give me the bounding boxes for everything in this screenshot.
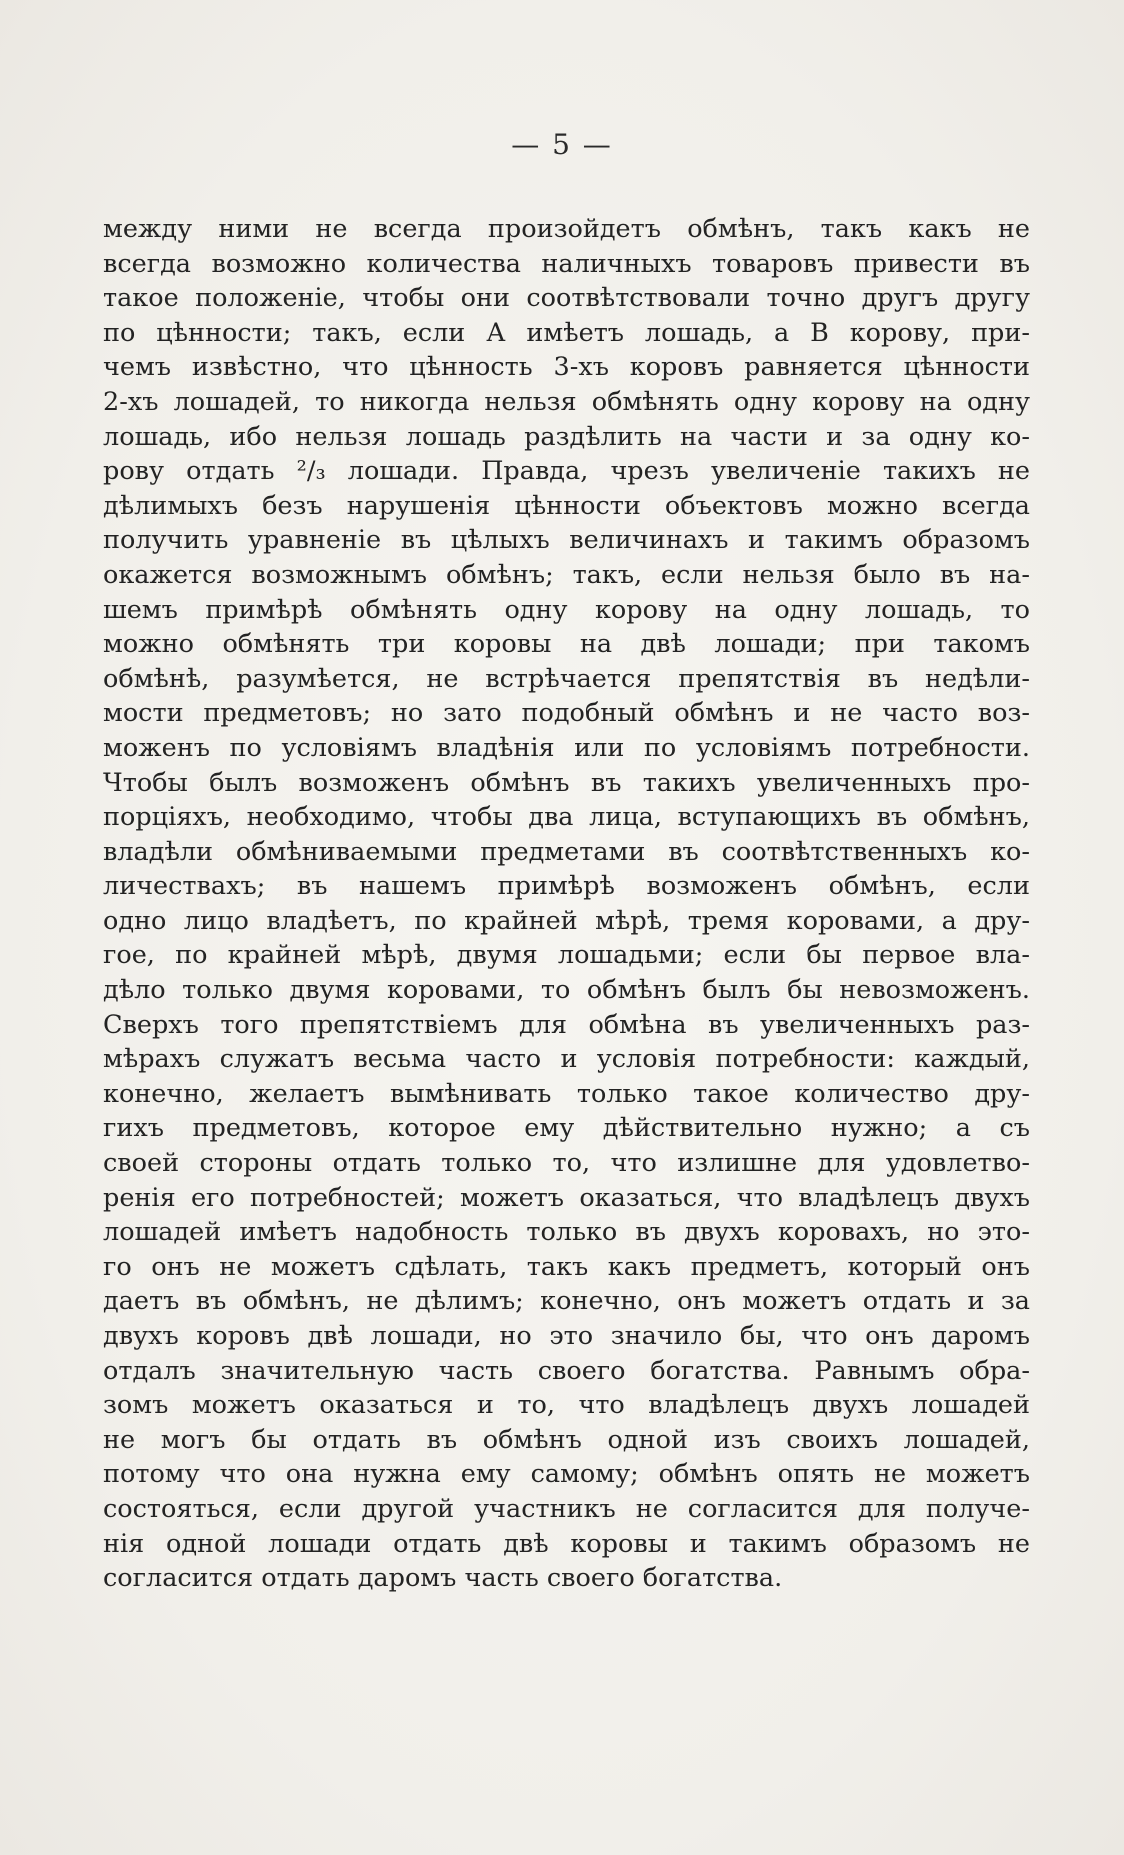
text-line: владѣли обмѣниваемыми предметами въ соотвѣтственныхъ ко-	[103, 836, 1030, 867]
text-line: потому что она нужна ему самому; обмѣнъ опять не можетъ	[103, 1459, 1030, 1490]
text-line: двухъ коровъ двѣ лошади, но это значило бы, что онъ даромъ	[103, 1321, 1030, 1351]
text-line: своей стороны отдать только то, что излишне для удовлетво-	[103, 1148, 1030, 1179]
text-line: можно обмѣнять три коровы на двѣ лошади; при такомъ	[103, 629, 1030, 660]
text-line: между ними не всегда произойдетъ обмѣнъ, такъ какъ не	[103, 214, 1030, 244]
text-line: порцiяхъ, необходимо, чтобы два лица, вступающихъ въ обмѣнъ,	[103, 802, 1030, 833]
text-line: такое положенiе, чтобы они соотвѣтствовали точно другъ другу	[103, 283, 1030, 314]
text-line: не могъ бы отдать въ обмѣнъ одной изъ своихъ лошадей,	[103, 1424, 1030, 1455]
text-line: всегда возможно количества наличныхъ товаровъ привести въ	[103, 248, 1030, 279]
body-text	[103, 212, 1030, 1596]
text-line: 2-хъ лошадей, то никогда нельзя обмѣнять одну корову на одну	[103, 386, 1030, 417]
text-line: одно лицо владѣетъ, по крайней мѣрѣ, тремя коровами, а дру-	[103, 905, 1030, 936]
text-line: ренiя его потребностей; можетъ оказаться, что владѣлецъ двухъ	[103, 1182, 1030, 1213]
text-line: зомъ можетъ оказаться и то, что владѣлецъ двухъ лошадей	[103, 1390, 1030, 1421]
text-line: шемъ примѣрѣ обмѣнять одну корову на одну лошадь, то	[103, 594, 1030, 625]
text-line: рову отдать ²/₃ лошади. Правда, чрезъ увеличенiе такихъ не	[103, 456, 1030, 487]
text-line: мости предметовъ; но зато подобный обмѣнъ и не часто воз-	[103, 698, 1030, 729]
text-line: обмѣнѣ, разумѣется, не встрѣчается препятствiя въ недѣли-	[103, 663, 1030, 694]
text-line: чемъ извѣстно, что цѣнность 3-хъ коровъ равняется цѣнности	[103, 352, 1030, 383]
text-line: лошадь, ибо нельзя лошадь раздѣлить на части и за одну ко-	[103, 421, 1030, 452]
text-line: Сверхъ того препятствiемъ для обмѣна въ увеличенныхъ раз-	[103, 1009, 1030, 1040]
text-line: дѣло только двумя коровами, то обмѣнъ былъ бы невозможенъ.	[103, 975, 1030, 1006]
text-line: гое, по крайней мѣрѣ, двумя лошадьми; если бы первое вла-	[103, 940, 1030, 971]
text-line: даетъ въ обмѣнъ, не дѣлимъ; конечно, онъ можетъ отдать и за	[103, 1286, 1030, 1317]
text-line: нiя одной лошади отдать двѣ коровы и такимъ образомъ не	[103, 1528, 1030, 1559]
text-line: го онъ не можетъ сдѣлать, такъ какъ предметъ, который онъ	[103, 1251, 1030, 1282]
page-number: — 5 —	[511, 128, 613, 161]
text-line: окажется возможнымъ обмѣнъ; такъ, если нельзя было въ на-	[103, 559, 1030, 590]
text-line: дѣлимыхъ безъ нарушенiя цѣнности объектовъ можно всегда	[103, 490, 1030, 521]
text-line: конечно, желаетъ вымѣнивать только такое количество дру-	[103, 1078, 1030, 1109]
text-line: состояться, если другой участникъ не согласится для получе-	[103, 1493, 1030, 1524]
text-line: мѣрахъ служатъ весьма часто и условiя потребности: каждый,	[103, 1044, 1030, 1075]
text-line: моженъ по условiямъ владѣнiя или по условiямъ потребности.	[103, 732, 1030, 763]
text-line: согласится отдать даромъ часть своего богатства.	[103, 1563, 783, 1594]
text-line: получить уравненiе въ цѣлыхъ величинахъ и такимъ образомъ	[103, 525, 1030, 556]
text-line: отдалъ значительную часть своего богатства. Равнымъ обра-	[103, 1355, 1030, 1386]
text-line: личествахъ; въ нашемъ примѣрѣ возможенъ обмѣнъ, если	[103, 871, 1030, 902]
text-line: Чтобы былъ возможенъ обмѣнъ въ такихъ увеличенныхъ про-	[103, 767, 1030, 798]
text-line: по цѣнности; такъ, если А имѣетъ лошадь, а В корову, при-	[103, 317, 1030, 348]
text-line: гихъ предметовъ, которое ему дѣйствительно нужно; а съ	[103, 1113, 1030, 1144]
text-line: лошадей имѣетъ надобность только въ двухъ коровахъ, но это-	[103, 1217, 1030, 1248]
